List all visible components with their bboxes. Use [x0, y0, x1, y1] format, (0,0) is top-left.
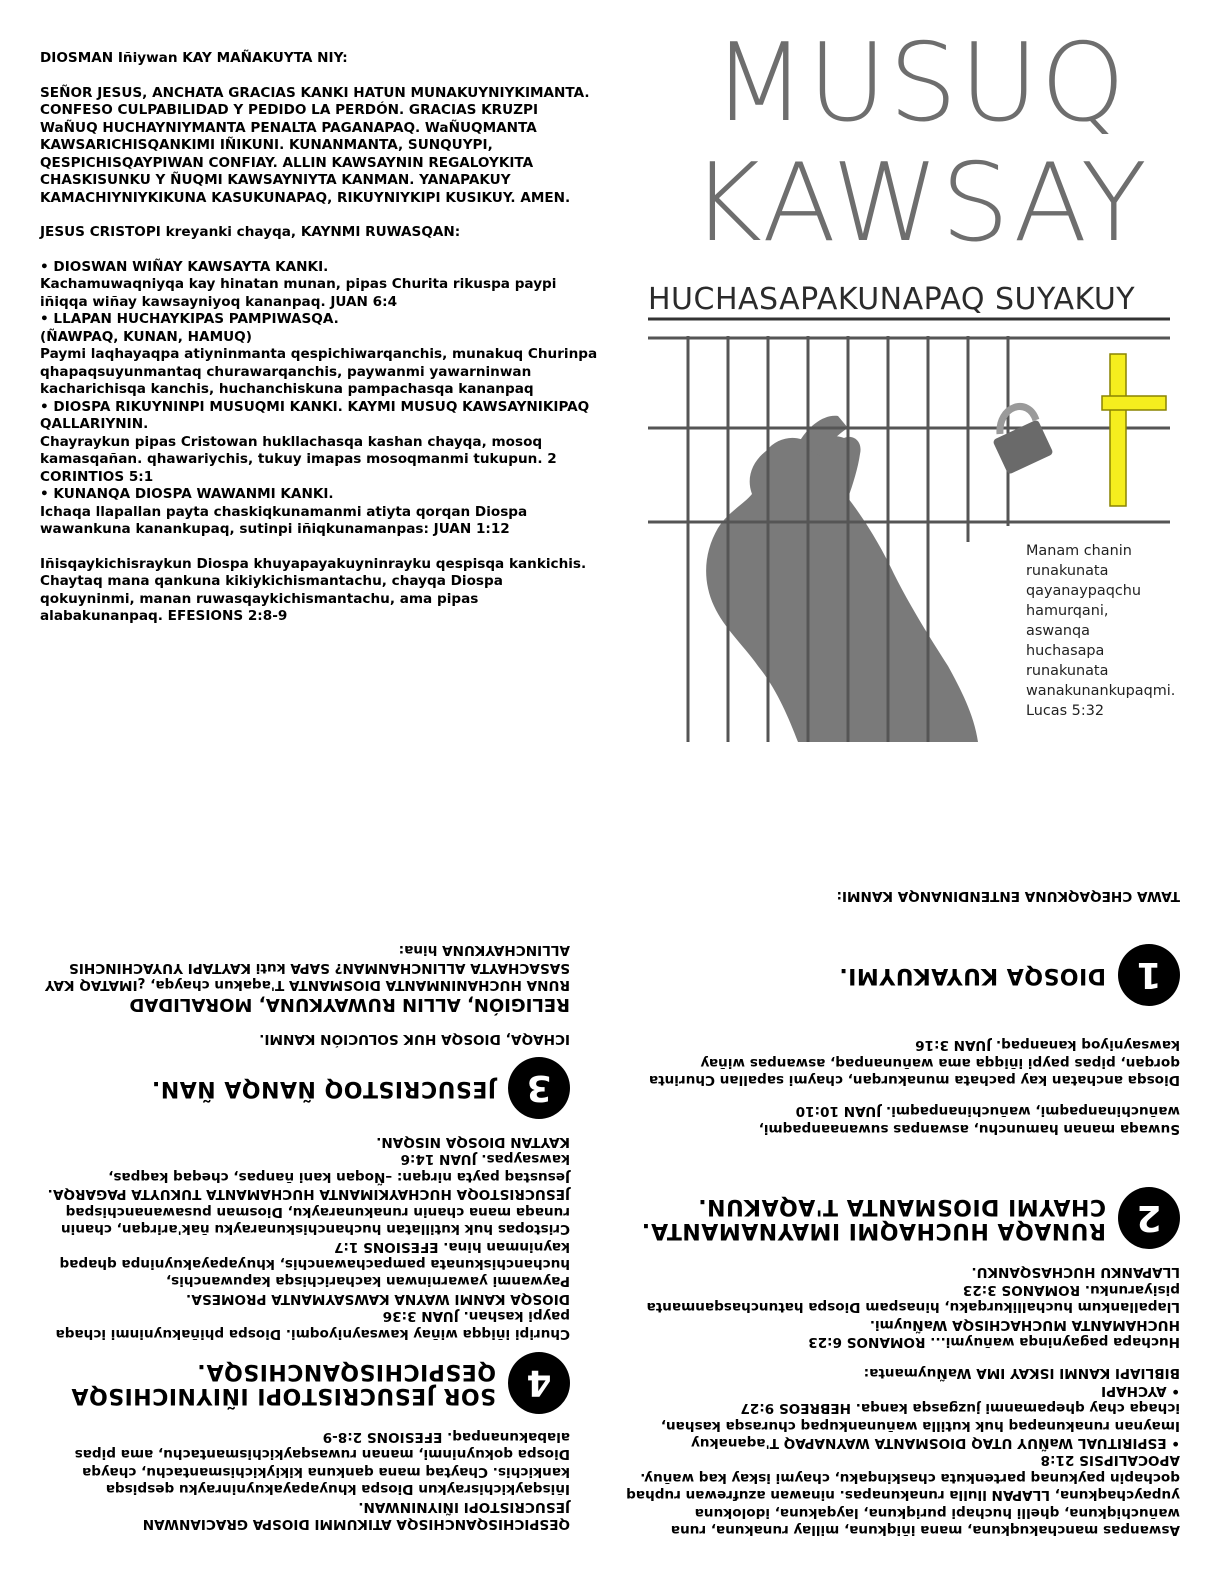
section2-e: BIBLIAPI KANMI ISKAY IMA WaÑuymanta:	[863, 1365, 1180, 1382]
intro2: RELIGIÓN, ALLIN RUWAYKUNA, MORALIDAD	[129, 994, 570, 1016]
section3-e: Paywanmi yawarninwan kacharichisqa kapuwanchis, huchanchiskunata pampachawanchis, khuyapayakuyninpa qhapaq kayninman hina. EFESIONS 1:7	[59, 1238, 570, 1290]
section1-a: Diosqa anchatan kay pachata munakurqan, chaymi sapallan Churinta qorqan, pipas paypi iñiqqa ama wañunanpaq, aswanpas wiñay kawsayniyoq kananpaq. JUAN 3:16	[648, 1037, 1180, 1089]
section3-number: 3	[508, 1057, 570, 1119]
verse-line: runakunata	[1026, 663, 1109, 679]
section4-title: SOR JESUCRISTOPI IÑIYNICHISQA QESPICHISQANCHISQA.	[71, 1358, 496, 1408]
section2-g: Imaynan runakunapaq huk kutilla wañunankupaq churasqa kashan, ichaqa chay qhepamanmi juzgasqa kanqa. HEBREOS 9:27	[660, 1400, 1180, 1434]
section2-c: HUCHAMANTA MUCHACHISQA WaÑuymi.	[869, 1316, 1180, 1333]
prayer-item-head: • DIOSPA RIKUYNINPI MUSUQMI KANKI. KAYMI MUSUQ KAWSAYNIKIPAQ QALLARIYNIN.	[40, 398, 590, 432]
verse-line: wanakunankupaqmi.	[1026, 683, 1176, 699]
section3-b: Jesustaq payta nirqan: –Ñoqan kani ñanpas, cheqaq kaqpas, kawsaypas. JUAN 14:6	[108, 1151, 570, 1185]
prayer-body: SEÑOR JESUS, ANCHATA GRACIAS KANKI HATUN MUNAKUYNIYKIMANTA. CONFESO CULPABILIDAD Y PEDIDO LA PERDÓN. GRACIAS KRUZPI WaÑUQ HUCHAYNIYMANTA PENALTA PAGANAPAQ. WaÑUQMANTA KAWSARICHISQANKIMI IÑIKUNI. KUNANMANTA, SUNQUYPI, QESPICHISQAYPIWAN CONFIAY. ALLIN KAWSAYNIN REGALOYKITA CHASKISUNKU Y ÑUQMI KAWSAYNIYTA KANMAN. YANAPAKUY KAMACHIYNIYKIKUNA KASUKUNAPAQ, RIKUYNIYKIPI KUSIKUY. AMEN.	[40, 84, 590, 206]
section2-a: LLAPANKU HUCHASQANKU.	[971, 1264, 1180, 1281]
prisoner-silhouette	[706, 436, 978, 742]
section2-f: • AYCHAPI	[1101, 1382, 1180, 1399]
cover-title-line2: KAWSAY	[691, 141, 1149, 266]
prayer-closing: Iñisqaykichisraykun Diospa khuyapayakuyninrayku qespisqa kankichis. Chaytaq mana qankuna kikiykichismantachu, chayqa Diospa qokuyninmi, manan ruwasqaykichismantachu, ama pipas alabakunanpaq. EFESIONS 2:8-9	[40, 555, 587, 624]
section4-body: Iñisqaykichisraykun Diospa khuyapayakuyninrayku qespisqa kankichis. Chaytaq mana qankuna kikiykichismantachu, chayqa Diospa qokuyninmi, manan ruwasqaykichismantachu, ama pipas alabakunanpaq. EFESIONS 2:8-9	[74, 1428, 570, 1498]
right-intro: TAWA CHEQAQKUNA ENTENDINANQA KANMI:	[836, 887, 1180, 904]
section2-number: 2	[1118, 1187, 1180, 1249]
verse-line: hamurqani,	[1026, 603, 1109, 619]
section2-header	[620, 1187, 1180, 1249]
verse-line: Lucas 5:32	[1026, 703, 1105, 719]
prayer-item-head: • KUNANQA DIOSPA WAWANMI KANKI.	[40, 486, 334, 502]
prayer-item-text: Paymi laqhayaqpa atiyninmanta qespichiwarqanchis, munakuq Churinpa qhapaqsuyunmantaq churawarqanchis, paywanmi yawarninwan kacharichisqa kanchis, huchanchiskuna pampachasqa kananpaq	[40, 346, 598, 397]
verse-line: qayanaypaqchu	[1026, 583, 1141, 599]
verse-line: Manam chanin	[1026, 543, 1132, 559]
padlock-icon	[992, 406, 1053, 474]
prayer-item-head: • LLAPAN HUCHAYKIPAS PAMPIWASQA. (ÑAWPAQ, KUNAN, HAMUQ)	[40, 311, 339, 345]
section2-h: • ESPIRITUAL WaÑUY UTAQ DIOSMANTA WAYNAPAQ T'aqanakuy	[691, 1434, 1180, 1451]
cover-title-line1: MUSUQ	[712, 21, 1128, 146]
section2-title: RUNAQA HUCHAQMI IMAYNAMANTA. CHAYMI DIOSMANTA T'AQAKUN.	[641, 1193, 1106, 1243]
prayer-panel	[40, 50, 600, 626]
section2-b: Llapallankum huchallikurqaku, hinaspam Diospa hatunchasqanmanta pisiyarunku. ROMANOS 3:23	[646, 1281, 1180, 1316]
prayer-item-head: • DIOSWAN WIÑAY KAWSAYTA KANKI.	[40, 258, 329, 275]
verse-line: huchasapa	[1026, 643, 1105, 659]
section3-a: KAYTAN DIOSQA NISQAN.	[376, 1134, 570, 1151]
section3-g: Churipi iñiqqa wiñay kawsayniyoqmi. Diospa phiñakuyninmi ichaqa paypi kashan. JUAN 3:36	[55, 1308, 570, 1342]
section2-d: Huchapa pagayninqa wañuymi... ROMANOS 6:23	[808, 1333, 1180, 1350]
section1-header	[620, 944, 1180, 1006]
cover-verse	[1026, 541, 1196, 721]
section3-heading-line: QESPICHISQANCHISQA ATIKUMMI DIOSPA GRACIANWAN JESUCRISTOPI IÑIYNINWAN.	[142, 1498, 570, 1532]
section3-f: DIOSQA KANMI WAYNA KAWSAYMANTA PROMESA.	[185, 1290, 570, 1307]
intro3: ICHAQA, DIOSQA HUK SOLUCIÓN KANMI.	[259, 1030, 570, 1047]
prayer-heading: DIOSMAN Iñiywan KAY MAÑAKUYTA NIY:	[40, 50, 348, 66]
panel-sections-1-2	[620, 808, 1180, 1538]
section3-c: JESUCRISTOQA HUCHAYKIMANTA HUCHAMANTA TUKUYTA PAGARQA.	[47, 1186, 570, 1203]
section3-d: Cristopas huk kutillatan huchanchiskunarayku ñak'arirqan, chanin runaqa mana chanin runakunarayku, Diosman pusawananchispaq	[60, 1203, 570, 1238]
section3-title: JESUCRISTOQ ÑANQA ÑAN.	[151, 1075, 496, 1101]
prayer-item-text: Chayraykun pipas Cristowan hukllachasqa kashan chayqa, mosoq kamasqañan. qhawariychis, tukuy imapas mosoqmanmi tukupun. 2 CORINTIOS 5:1	[40, 433, 557, 485]
panel-sections-3-4	[40, 808, 570, 1538]
section1-number: 1	[1118, 944, 1180, 1006]
intro: RUNA HUCHANINMANTA DIOSMANTA T'aqakun chayqa, ¿IMATAQ KAY SASACHAYTA ALLINCHANMAN? SAPA kuti KAYTAPI YUYACHINCHIS ALLINCHAYKUNA hina:	[44, 942, 570, 994]
verse-line: runakunata	[1026, 563, 1109, 579]
prayer-subheading: JESUS CRISTOPI kreyanki chayqa, KAYNMI RUWASQAN:	[40, 224, 461, 240]
section1-title: DIOSQA KUYAKUYMI.	[838, 962, 1106, 988]
cover-subtitle: HUCHASAPAKUNAPAQ SUYAKUY	[648, 282, 1136, 317]
section2-i: Aswanpas manchakuqkuna, mana iñiqkuna, millay runakuna, runa wañuchiqkuna, qhelli huchapi puriqkuna, layqakuna, idolokuna yupaychaqkuna, LLAPAN llulla runakunapas. ninawan azufrewan ruphaq qochapin paykunaq partenkuta chaskinqaku, chaymi iskay kaq wañuy. APOCALIPSIS 21:8	[626, 1452, 1180, 1538]
section3-header	[40, 1057, 570, 1119]
section1-b: Suwaqa manan hamunchu, aswanpas suwanaanpaqmi, wañuchinanpaqmi, wañuchinanpaqmi. JUAN 10:10	[758, 1103, 1180, 1137]
cross-icon	[1102, 354, 1166, 506]
section4-number: 4	[508, 1352, 570, 1414]
prayer-item-text: Ichaqa llapallan payta chaskiqkunamanmi atiyta qorqan Diospa wawankuna kanankupaq, sutinpi iñiqkunamanpas: JUAN 1:12	[40, 503, 528, 537]
prayer-item-text: Kachamuwaqniyqa kay hinatan munan, pipas Churita rikuspa paypi iñiqqa wiñay kawsayniyoq kananpaq. JUAN 6:4	[40, 276, 557, 310]
verse-line: aswanqa	[1026, 623, 1090, 639]
section4-header	[40, 1352, 570, 1414]
